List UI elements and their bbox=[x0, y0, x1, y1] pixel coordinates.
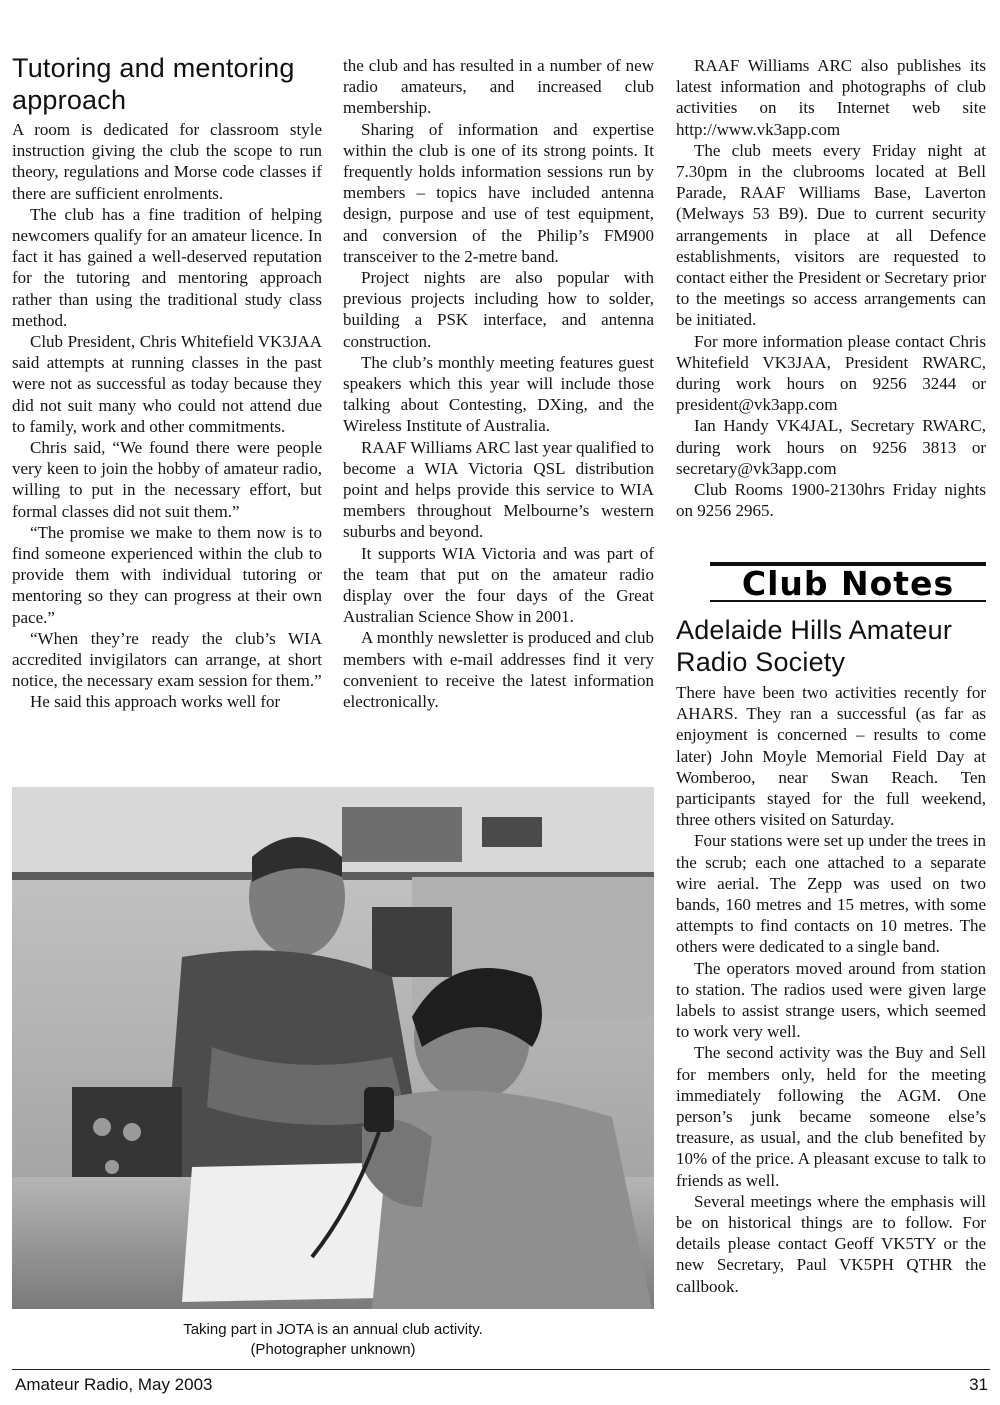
article-paragraph: Club Rooms 1900-2130hrs Friday nights on 9256 2965. bbox=[676, 480, 986, 521]
club-notes-paragraph: The second activity was the Buy and Sell for members only, held for the meeting immediately following the AGM. One person’s junk became someone else’s treasure, as usual, and the club benefited by 10% of the price. A pleasant excuse to talk to friends as well. bbox=[676, 1043, 986, 1190]
article-paragraph: The club’s monthly meeting features guest speakers which this year will include those talking about Contesting, DXing, and the Wireless Institute of Australia. bbox=[343, 352, 654, 436]
article-paragraph: Chris said, “We found there were people very keen to join the hobby of amateur radio, willing to put in the necessary effort, but formal classes did not suit them.” bbox=[12, 438, 322, 521]
footer-divider bbox=[12, 1369, 990, 1370]
article-paragraph: The club has a fine tradition of helping newcomers qualify for an amateur licence. In fact it has gained a well-deserved reputation for the tutoring and mentoring approach rather than using the traditional study class method. bbox=[12, 204, 322, 330]
article-heading: Tutoring and mentoring approach bbox=[12, 53, 295, 115]
jota-photo bbox=[12, 787, 654, 1309]
article-column-1 bbox=[12, 52, 322, 713]
photo-credit: (Photographer unknown) bbox=[250, 1341, 416, 1358]
club-notes-section bbox=[676, 614, 986, 1297]
club-notes-heading: Adelaide Hills Amateur Radio Society bbox=[676, 615, 953, 677]
footer-publication: Amateur Radio, May 2003 bbox=[15, 1375, 213, 1394]
club-notes-paragraph: Several meetings where the emphasis will be on historical things are to follow. For details please contact Geoff VK5TY or the new Secretary, Paul VK5PH QTHR the callbook. bbox=[676, 1191, 986, 1296]
article-paragraph: Project nights are also popular with previous projects including how to solder, building a PSK interface, and antenna construction. bbox=[343, 268, 654, 351]
club-notes-title: Club Notes bbox=[741, 563, 955, 603]
photo-caption bbox=[12, 1320, 654, 1360]
article-paragraph: RAAF Williams ARC also publishes its latest information and photographs of club activities on its Internet web site http://www.vk3app.com bbox=[676, 56, 986, 139]
footer-page-number: 31 bbox=[969, 1375, 988, 1394]
article-column-2 bbox=[343, 55, 654, 712]
club-notes-paragraph: There have been two activities recently for AHARS. They ran a successful (as far as enjoyment is concerned – results to come later) John Moyle Memorial Field Day at Womberoo, near Swan Reach. Ten participants stayed for the full weekend, three others visited on Saturday. bbox=[676, 683, 986, 830]
article-paragraph: The club meets every Friday night at 7.30pm in the clubrooms located at Bell Parade, RAAF Williams Base, Laverton (Melways 53 B9). Due to current security arrangements in place at all Defence establishments, visitors are requested to contact either the President or Secretary prior to the meetings so access arrangements can be initiated. bbox=[676, 140, 986, 330]
article-paragraph: It supports WIA Victoria and was part of the team that put on the amateur radio display over the four days of the Great Australian Science Show in 2001. bbox=[343, 543, 654, 627]
article-paragraph: “When they’re ready the club’s WIA accredited invigilators can arrange, at short notice, the necessary exam session for them.” bbox=[12, 628, 322, 691]
article-paragraph: Ian Handy VK4JAL, Secretary RWARC, during work hours on 9256 3813 or secretary@vk3app.com bbox=[676, 416, 986, 478]
article-paragraph: RAAF Williams ARC last year qualified to become a WIA Victoria QSL distribution point and helps provide this service to WIA members throughout Melbourne’s western suburbs and beyond. bbox=[343, 437, 654, 542]
article-paragraph: For more information please contact Chris Whitefield VK3JAA, President RWARC, during work hours on 9256 3244 or president@vk3app.com bbox=[676, 331, 986, 415]
photo-caption-line: Taking part in JOTA is an annual club activity. bbox=[183, 1321, 483, 1338]
club-notes-paragraph: The operators moved around from station to station. The radios used were given large labels to assist strange users, which seemed to work very well. bbox=[676, 958, 986, 1042]
article-column-3 bbox=[676, 55, 986, 521]
article-paragraph: the club and has resulted in a number of new radio amateurs, and increased club membership. bbox=[343, 56, 654, 118]
jota-photo-illustration bbox=[12, 787, 654, 1309]
club-notes-banner bbox=[710, 562, 986, 602]
article-paragraph: Sharing of information and expertise within the club is one of its strong points. It frequently holds information sessions run by members – topics have included antenna design, purpose and use of test equipment, and conversion of the Philip’s FM900 transceiver to the 2-metre band. bbox=[343, 119, 654, 266]
article-paragraph: He said this approach works well for bbox=[30, 692, 281, 712]
club-notes-paragraph: Four stations were set up under the trees in the scrub; each one attached to a separate wire aerial. The Zepp was used on two bands, 160 metres and 15 metres, with some attempts to find contacts on 10 metres. The others were dedicated to a single band. bbox=[676, 831, 986, 957]
article-paragraph: “The promise we make to them now is to find someone experienced within the club to provide them with individual tutoring or mentoring so they can progress at their own pace.” bbox=[12, 522, 322, 627]
article-paragraph: A monthly newsletter is produced and club members with e-mail addresses find it very convenient to receive the latest information electronically. bbox=[343, 628, 654, 712]
article-paragraph: Club President, Chris Whitefield VK3JAA said attempts at running classes in the past were not as successful as today because they did not suit many who could not attend due to family, work and other commitments. bbox=[12, 332, 322, 436]
article-paragraph: A room is dedicated for classroom style instruction giving the club the scope to run theory, regulations and Morse code classes if there are sufficient enrolments. bbox=[12, 120, 322, 203]
